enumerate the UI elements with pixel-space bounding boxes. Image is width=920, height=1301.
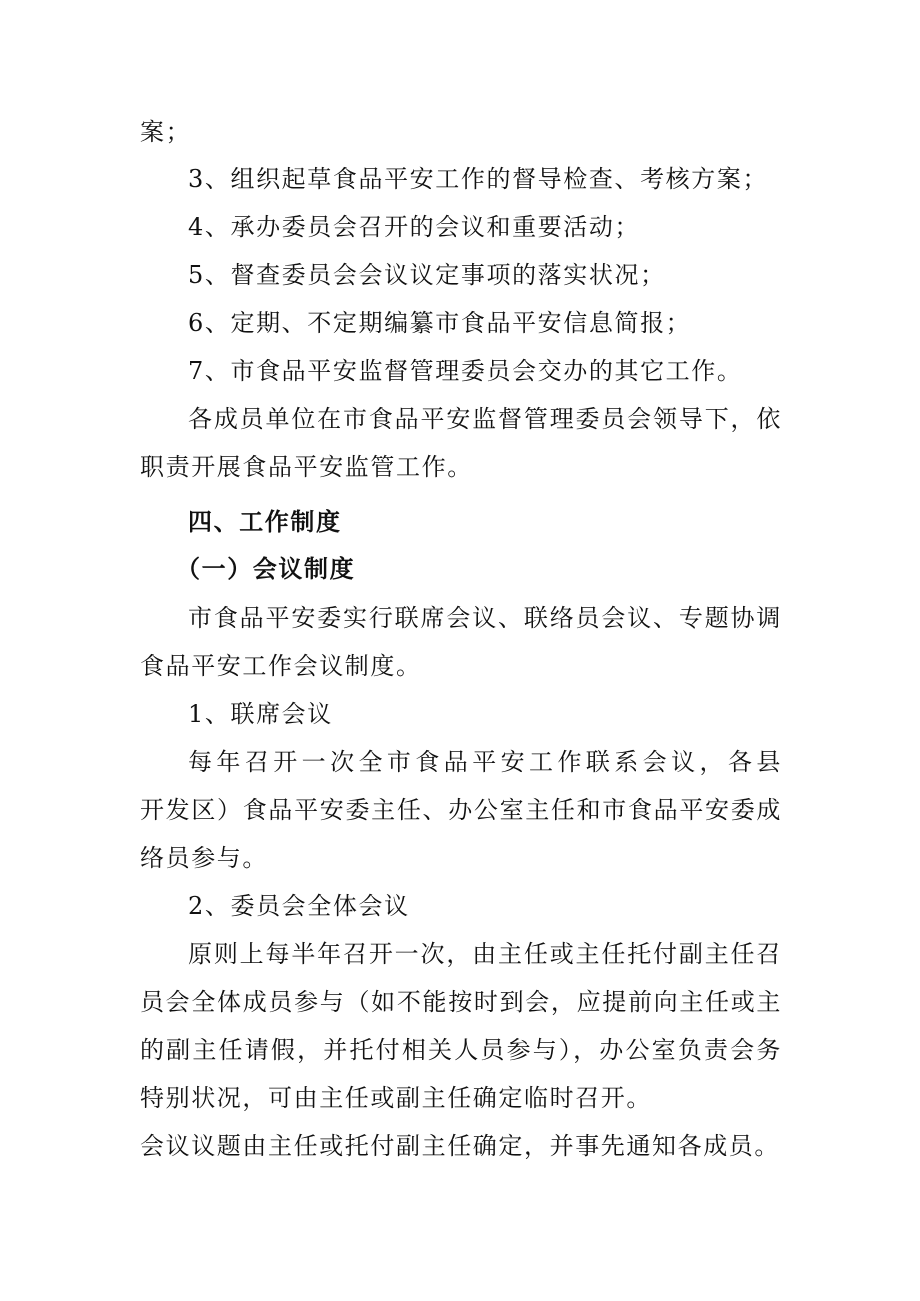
paragraph-meetings-line-2: 食品平安工作会议制度。: [140, 652, 422, 680]
section-heading: 四、工作制度: [188, 507, 342, 536]
paragraph-joint-line-2: 开发区）食品平安委主任、办公室主任和市食品平安委成: [140, 796, 782, 824]
paragraph-members-line-1: 各成员单位在市食品平安监督管理委员会领导下，依: [188, 405, 782, 433]
text-line-continuation: 案；: [140, 118, 192, 146]
paragraph-joint-line-1: 每年召开一次全市食品平安工作联系会议，各县: [188, 748, 782, 776]
subsection-heading: （一）会议制度: [176, 554, 356, 583]
list-item-4: 4、承办委员会召开的会议和重要活动；: [188, 213, 641, 241]
list-item-5: 5、督查委员会会议议定事项的落实状况；: [188, 261, 666, 289]
list-item-7: 7、市食品平安监督管理委员会交办的其它工作。: [188, 357, 743, 385]
paragraph-joint-line-3: 络员参与。: [140, 844, 268, 872]
paragraph-plenary-line-1: 原则上每半年召开一次，由主任或主任托付副主任召: [188, 940, 782, 968]
paragraph-plenary-line-4: 特别状况，可由主任或副主任确定临时召开。: [140, 1084, 652, 1112]
paragraph-members-line-2: 职责开展食品平安监管工作。: [140, 453, 473, 481]
item-plenary-meeting: 2、委员会全体会议: [188, 892, 410, 920]
paragraph-plenary-line-2: 员会全体成员参与（如不能按时到会，应提前向主任或主: [140, 988, 782, 1016]
list-item-6: 6、定期、不定期编纂市食品平安信息简报；: [188, 309, 692, 337]
paragraph-meetings-line-1: 市食品平安委实行联席会议、联络员会议、专题协调: [188, 604, 782, 632]
list-item-3: 3、组织起草食品平安工作的督导检查、考核方案；: [188, 165, 769, 193]
item-joint-meeting: 1、联席会议: [188, 700, 333, 728]
paragraph-agenda: 会议议题由主任或托付副主任确定，并事先通知各成员。: [140, 1132, 780, 1160]
paragraph-plenary-line-3: 的副主任请假，并托付相关人员参与），办公室负责会务: [140, 1036, 782, 1064]
